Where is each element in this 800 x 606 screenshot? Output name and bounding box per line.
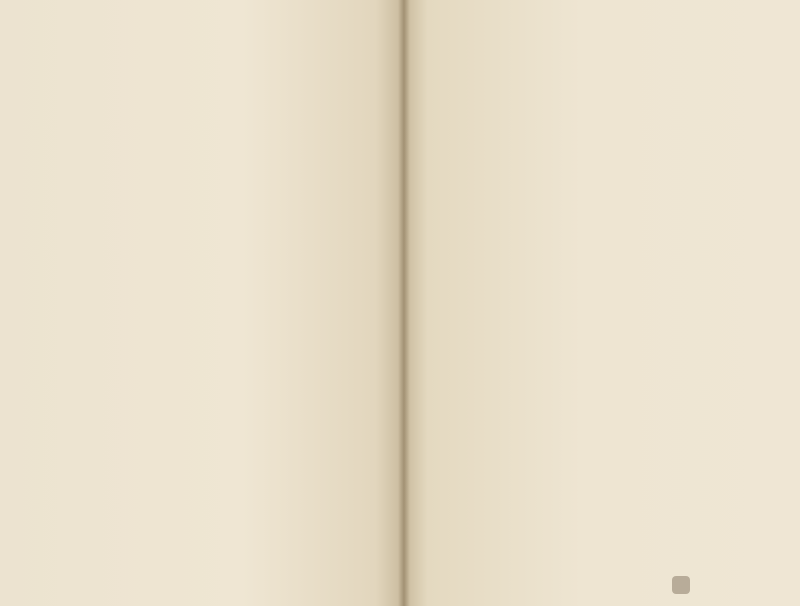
right-page [404,0,800,606]
labirint-logo-icon [672,576,690,594]
book-spine [398,0,410,606]
watermark-logo [672,572,792,598]
